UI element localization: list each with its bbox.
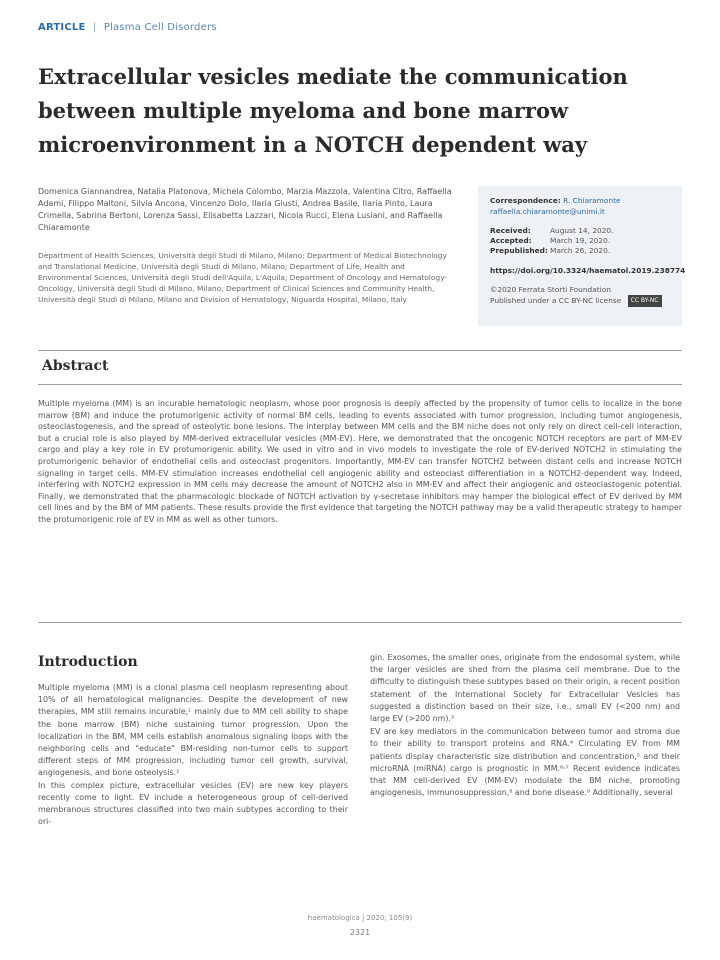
abstract-heading-rule [38, 384, 682, 385]
correspondence-email-link[interactable]: raffaella.chiaramonte@unimi.it [490, 207, 605, 216]
license-text: Published under a CC BY-NC license [490, 296, 622, 305]
copyright-line: ©2020 Ferrata Storti Foundation [490, 285, 611, 294]
article-title: Extracellular vesicles mediate the communication between multiple myeloma and bone marrow microenvironment in a NOTCH dependent way [38, 64, 628, 157]
date-prepublished [490, 246, 670, 256]
abstract-bottom-rule [38, 622, 682, 623]
abstract-top-rule [38, 350, 682, 351]
introduction-heading: Introduction [38, 654, 138, 670]
license-info [490, 285, 670, 307]
date-label: Prepublished: [490, 246, 548, 255]
doi-link[interactable]: https://doi.org/10.3324/haematol.2019.238774 [490, 266, 686, 275]
body-column-right [370, 652, 680, 799]
article-dates [490, 226, 670, 256]
header-separator: | [92, 22, 97, 33]
article-header [38, 22, 217, 33]
correspondence-name: R. Chiaramonte [563, 196, 621, 205]
body-paragraph: In this complex picture, extracellular vesicles (EV) are new key players recently come to light. EV include a heterogeneous group of cell-derived membranous structures classified into two main subtypes according to their ori- [38, 780, 348, 827]
license-line [490, 295, 670, 307]
body-paragraph: gin. Exosomes, the smaller ones, originate from the endosomal system, while the larger vesicles are shed from the plasma cell membrane. Due to the difficulty to distinguish these subtypes based on their origin, a recent position statement of the International Society for Extracellular Vesicles has suggested a distinction based on their size, i.e., small EV (<200 nm) and large EV (>200 nm).³ [370, 653, 680, 724]
page-number: 2321 [349, 928, 371, 937]
journal-footer: haematologica | 2020; 105(9) [307, 914, 413, 922]
author-list: Domenica Giannandrea, Natalia Platonova, Michela Colombo, Marzia Mazzola, Valentina Citro, Raffaella Adami, Filippo Maltoni, Silvia Ancona, Vincenzo Dolo, Ilaria Giusti, Andrea Basile, Ilaria Pinto, Laura Crimella, Sabrina Bertoni, Lorenza Sassi, Elisabetta Lazzari, Nicola Rucci, Elena Lusiani, and Raffaella Chiaramonte [38, 187, 452, 232]
date-value: March 26, 2020. [550, 246, 611, 255]
cc-license-badge[interactable]: CC BY-NC [628, 295, 662, 307]
article-category[interactable]: Plasma Cell Disorders [103, 22, 217, 33]
body-column-left [38, 682, 348, 828]
affiliations: Department of Health Sciences, Università degli Studi di Milano, Milano; Department of Medical Biotechnology and Translational Medicine, Università degli Studi di Milano, Milano; Department of Life, Health and Environmental Sciences, Università degli Studi dell'Aquila, L'Aquila; Department of Oncology and Hematology-Oncology, Università degli Studi di Milano, Milano; Department of Clinical Sciences and Community Health, Università degli Studi di Milano, Milano and Division of Hematology, Niguarda Hospital, Milano, Italy [38, 251, 448, 304]
abstract-text: Multiple myeloma (MM) is an incurable hematologic neoplasm, whose poor prognosis is deeply affected by the propensity of tumor cells to localize in the bone marrow (BM) and induce the protumorigenic activity of normal BM cells, leading to events associated with tumor progression, including tumor angiogenesis, osteoclastogenesis, and the spread of osteolytic bone lesions. The interplay between MM cells and the BM niche does not only rely on direct cell-cell interaction, but a crucial role is also played by MM-derived extracellular vesicles (MM-EV). Here, we demonstrated that the oncogenic NOTCH receptors are part of MM-EV cargo and play a key role in EV protumorigenic ability. We used in vitro and in vivo models to investigate the role of EV-derived NOTCH2 in stimulating the protumorigenic behavior of endothelial cells and osteoclast progenitors. Importantly, MM-EV can transfer NOTCH2 between distant cells and increase NOTCH signaling in target cells. MM-EV stimulation increases endothelial cell angiogenic ability and osteoclast differentiation in a NOTCH2-dependent way. Indeed, interfering with NOTCH2 expression in MM cells may decrease the amount of NOTCH2 also in MM-EV and affect their angiogenic and osteoclastogenic potential. Finally, we demonstrated that the pharmacologic blockade of NOTCH activation by γ-secretase inhibitors may hamper the biological effect of EV derived by MM cell lines and by the BM of MM patients. These results provide the first evidence that targeting the NOTCH pathway may be a valid therapeutic strategy to hamper the protumorigenic role of EV in MM as well as other tumors. [38, 399, 682, 524]
article-type-label: ARTICLE [38, 22, 86, 33]
date-label: Received: [490, 226, 531, 235]
date-value: March 19, 2020. [550, 236, 611, 245]
body-paragraph: EV are key mediators in the communication between tumor and stroma due to their ability to transport proteins and RNA.⁴ Circulating EV from MM patients display characteristic size distribution and concentration,⁵ and their microRNA (miRNA) cargo is prognostic in MM.⁶˒⁷ Recent evidence indicates that MM cell-derived EV (MM-EV) modulate the BM niche, promoting angiogenesis, immunosuppression,⁸ and bone disease.⁹ Additionally, several [370, 727, 680, 798]
date-accepted [490, 236, 670, 246]
correspondence [490, 196, 670, 216]
abstract-heading: Abstract [42, 358, 109, 374]
article-info-box [478, 186, 686, 326]
date-received [490, 226, 670, 236]
correspondence-label: Correspondence: [490, 196, 561, 205]
date-label: Accepted: [490, 236, 532, 245]
body-paragraph: Multiple myeloma (MM) is a clonal plasma cell neoplasm representing about 10% of all hematological malignancies. Despite the development of new therapies, MM still remains incurable,¹ mainly due to MM cell ability to shape the bone marrow (BM) niche sustaining tumor progression. Upon the localization in the BM, MM cells establish anomalous signaling loops with the neighboring cells and "educate" BM-residing non-tumor cells to support different steps of MM progression, including tumor cell growth, survival, angiogenesis, and bone osteolysis.² [38, 683, 348, 778]
date-value: August 14, 2020. [550, 226, 614, 235]
